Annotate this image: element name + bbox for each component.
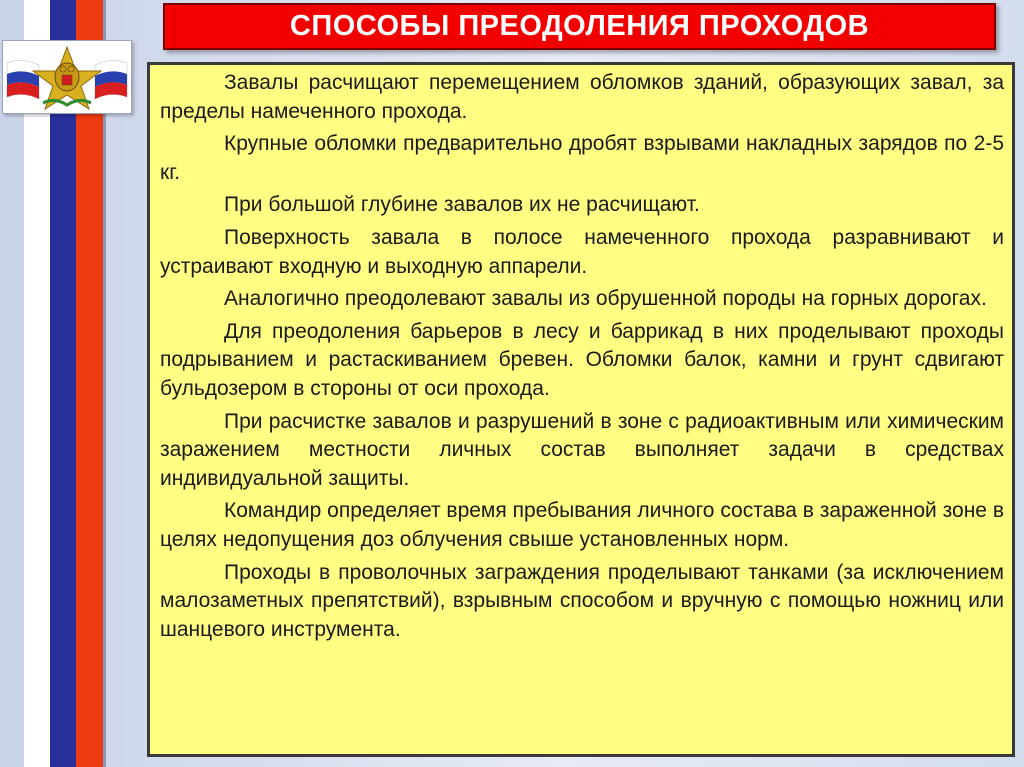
flag-stripe-red [76, 0, 103, 767]
page-title: СПОСОБЫ ПРЕОДОЛЕНИЯ ПРОХОДОВ [289, 10, 870, 42]
paragraph: Завалы расчищают перемещением обломков зданий, образующих завал, за пределы намеченного прохода. [160, 71, 1004, 123]
paragraph: Проходы в проволочных заграждения проделывают танками (за исключением малозаметных препятствий), взрывным способом и вручную с помощью ножниц или шанцевого инструмента. [160, 560, 1004, 641]
paragraph: Аналогично преодолевают завалы из обрушенной породы на горных дорогах. [224, 287, 987, 311]
paragraph: Для преодоления барьеров в лесу и баррикад в них проделывают проходы подрыванием и растаскиванием бревен. Обломки балок, камни и грунт сдвигают бульдозером в стороны от оси прохода. [160, 319, 1004, 400]
russian-army-emblem-icon [2, 40, 132, 114]
flag-stripe-blue [50, 0, 76, 767]
paragraph: Поверхность завала в полосе намеченного прохода разравнивают и устраивают входную и выходную аппарели. [160, 225, 1004, 278]
stripe-divider [103, 0, 106, 767]
paragraph: При расчистке завалов и разрушений в зоне с радиоактивным или химическим заражением местности личных состав выполняет задачи в средствах индивидуальной защиты. [160, 409, 1004, 490]
paragraph: Крупные обломки предварительно дробят взрывами накладных зарядов по 2-5 кг. [160, 132, 1004, 184]
paragraph: Командир определяет время пребывания личного состава в зараженной зоне в целях недопущения доз облучения свыше установленных норм. [160, 499, 1004, 551]
title-banner [163, 3, 996, 50]
paragraph: При большой глубине завалов их не расчищают. [224, 193, 700, 217]
flag-stripe-white [24, 0, 50, 767]
content-box [147, 62, 1015, 757]
